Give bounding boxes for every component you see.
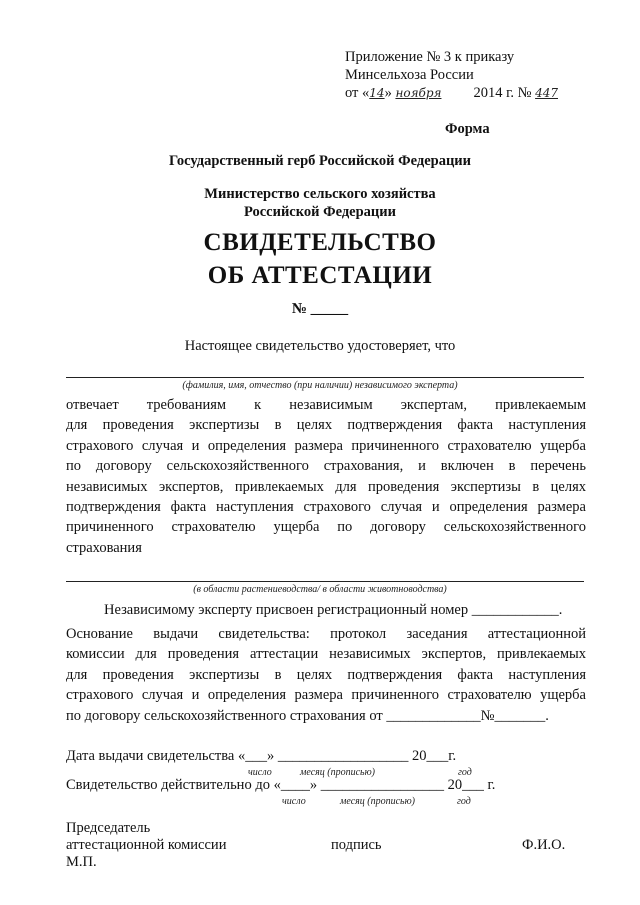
registration-number-line: Независимому эксперту присвоен регистрационный номер ____________. xyxy=(104,602,563,618)
area-fill-line xyxy=(66,581,584,582)
page-title-line-2: ОБ АТТЕСТАЦИИ xyxy=(207,262,433,289)
basis-line: страхового случая и определения размера причиненного страхователю ущерба xyxy=(66,687,586,704)
date-quote: » xyxy=(384,85,392,101)
caption-issue-year: год xyxy=(458,767,472,778)
body-line: по договору сельскохозяйственного страхования, и включен в перечень xyxy=(66,458,586,475)
basis-line: по договору сельскохозяйственного страхования от _____________№_______. xyxy=(66,707,549,724)
caption-area: (в области растениеводства/ в области животноводства) xyxy=(193,584,447,595)
certificate-number: № _____ xyxy=(291,301,349,317)
caption-issue-month: месяц (прописью) xyxy=(300,767,375,778)
full-name-label: Ф.И.О. xyxy=(522,837,566,853)
issue-date-line: Дата выдачи свидетельства «___» __________________ 20___г. xyxy=(66,748,457,764)
handwritten-day: 14 xyxy=(369,86,385,100)
body-line: независимых экспертов, привлекаемых для проведения экспертизы в целях xyxy=(66,478,586,495)
ministry-line-2: Российской Федерации xyxy=(243,204,396,220)
body-line: подтверждения факта наступления страхового случая и определения размера xyxy=(66,499,586,515)
chair-label-line-1: Председатель xyxy=(66,820,151,836)
basis-line: для проведения экспертизы в целях подтверждения факта наступления xyxy=(66,666,586,683)
name-fill-line xyxy=(66,377,584,378)
body-line: отвечает требованиям к независимым экспертам, привлекаемым xyxy=(66,397,586,413)
caption-expert-name: (фамилия, имя, отчество (при наличии) независимого эксперта) xyxy=(182,380,458,391)
body-line: причиненного страхователю ущерба по договору сельскохозяйственного xyxy=(66,519,586,536)
coat-of-arms-label: Государственный герб Российской Федерации xyxy=(168,153,472,169)
date-prefix: от « xyxy=(345,85,370,101)
ministry-line-1: Министерство сельского хозяйства xyxy=(204,186,436,202)
chair-label-line-2: аттестационной комиссии xyxy=(66,837,227,853)
year-and-number: 2014 г. № xyxy=(473,85,532,101)
handwritten-month: ноября xyxy=(395,86,442,100)
form-label: Форма xyxy=(445,121,490,137)
caption-issue-day: число xyxy=(248,767,272,778)
body-line: страхования xyxy=(66,539,142,556)
caption-valid-year: год xyxy=(457,796,471,807)
basis-line: комиссии для проведения аттестации независимых экспертов, привлекаемых xyxy=(66,646,586,663)
stamp-label: М.П. xyxy=(66,854,97,870)
caption-valid-month: месяц (прописью) xyxy=(340,796,415,807)
handwritten-order-number: 447 xyxy=(535,86,558,100)
appendix-line: Приложение № 3 к приказу xyxy=(345,49,515,65)
caption-valid-day: число xyxy=(282,796,306,807)
ministry-short-line: Минсельхоза России xyxy=(345,67,474,83)
basis-line: Основание выдачи свидетельства: протокол заседания аттестационной xyxy=(66,626,586,642)
body-line: страхового случая и определения размера причиненного страхователю ущерба xyxy=(66,437,586,454)
certifies-text: Настоящее свидетельство удостоверяет, что xyxy=(184,338,456,354)
body-line: для проведения экспертизы в целях подтверждения факта наступления xyxy=(66,417,586,434)
signature-label: подпись xyxy=(331,837,382,853)
valid-until-line: Свидетельство действительно до «____» _________________ 20___ г. xyxy=(66,777,496,793)
order-date-line xyxy=(345,84,558,102)
page-title-line-1: СВИДЕТЕЛЬСТВО xyxy=(203,229,437,256)
